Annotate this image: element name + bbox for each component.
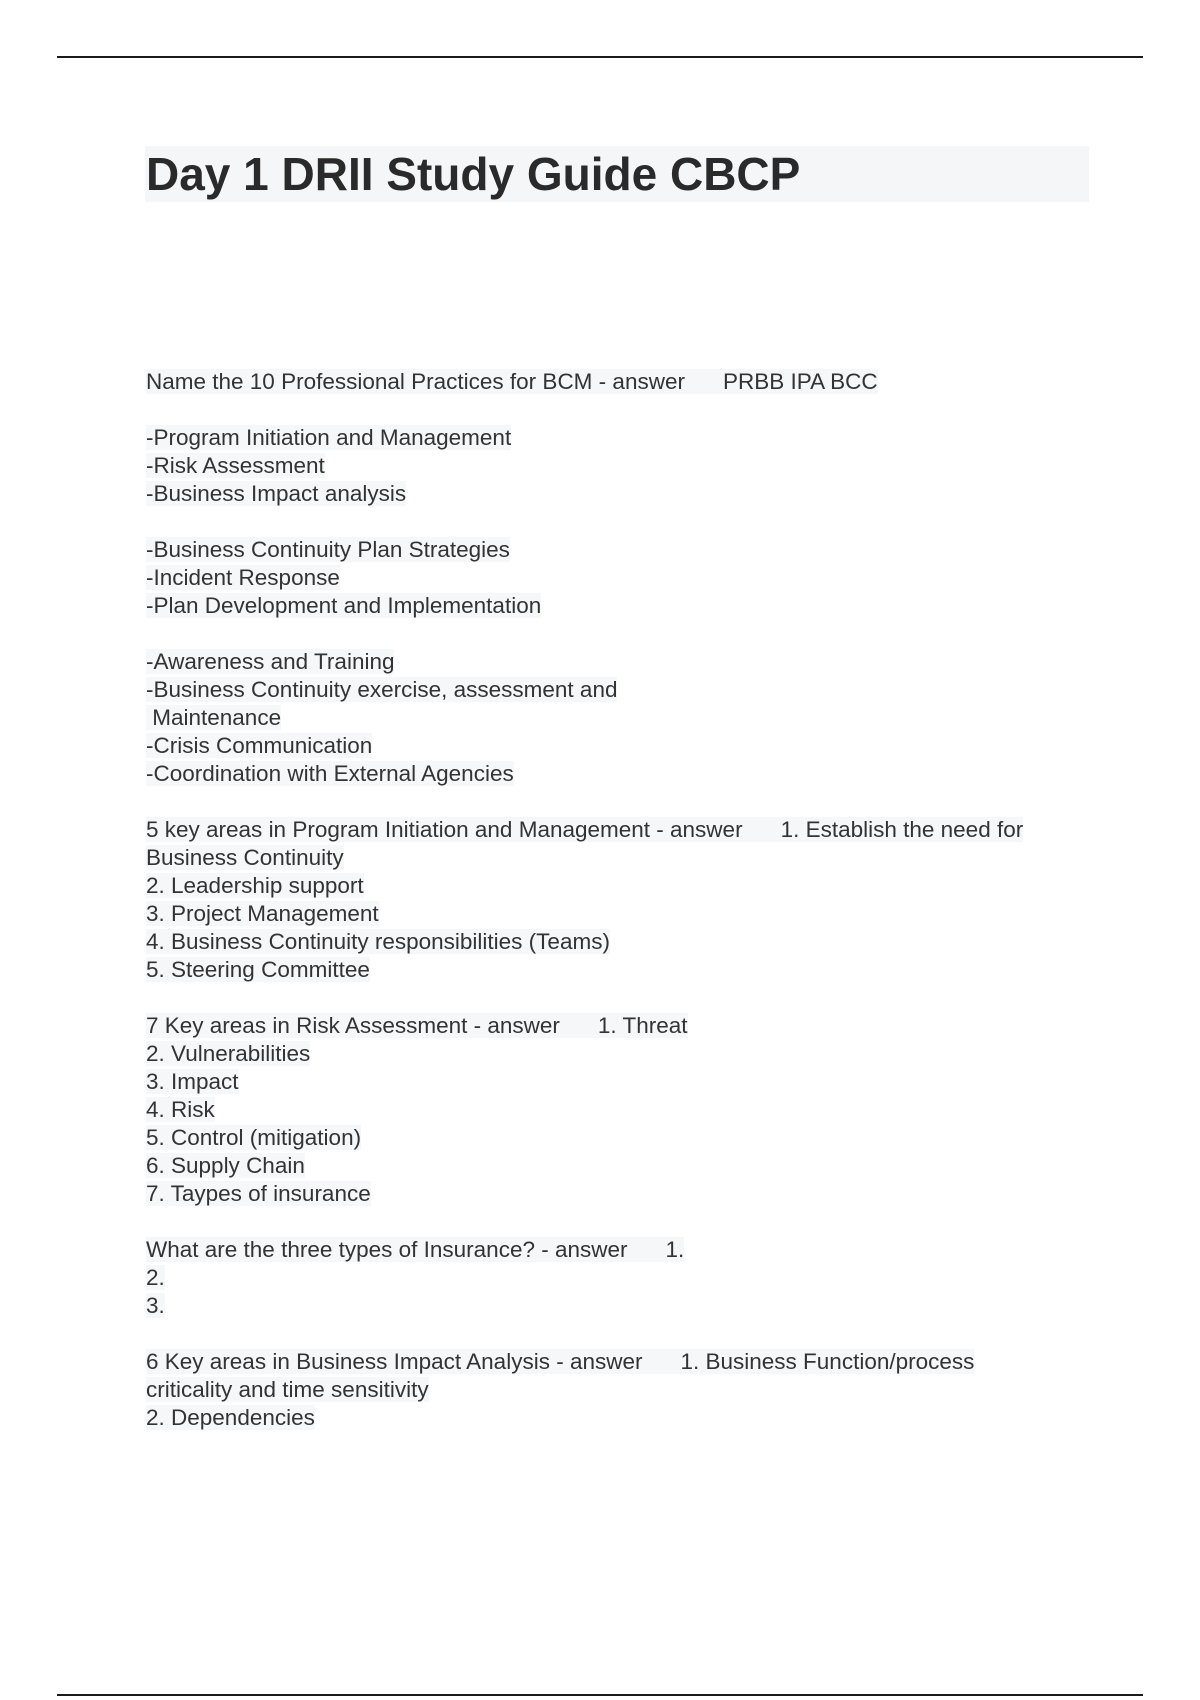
qa-answer-line xyxy=(146,620,1106,648)
qa-answer-text: -Coordination with External Agencies xyxy=(146,761,514,786)
qa-answer-text: 6. Supply Chain xyxy=(146,1153,305,1178)
qa-answer-line xyxy=(146,480,1106,508)
qa-question-line xyxy=(146,1012,1106,1040)
qa-answer-text: 5. Steering Committee xyxy=(146,957,370,982)
qa-answer-text: 4. Risk xyxy=(146,1097,215,1122)
qa-item xyxy=(146,816,1106,984)
qa-question-line xyxy=(146,368,1106,396)
qa-answer-line xyxy=(146,704,1106,732)
qa-answer-line xyxy=(146,844,1106,872)
qa-answer-text: Business Continuity xyxy=(146,845,344,870)
qa-item xyxy=(146,368,1106,788)
qa-answer-first: 1. xyxy=(665,1237,685,1262)
qa-question: 6 Key areas in Business Impact Analysis - answer xyxy=(146,1349,643,1374)
qa-question-line xyxy=(146,1236,1106,1264)
qa-list xyxy=(146,368,1106,1460)
qa-answer-line xyxy=(146,1124,1106,1152)
qa-answer-text: 2. Leadership support xyxy=(146,873,364,898)
top-rule xyxy=(57,56,1143,58)
qa-answer-line xyxy=(146,760,1106,788)
qa-answer-text: 2. Dependencies xyxy=(146,1405,315,1430)
bottom-rule xyxy=(57,1694,1143,1696)
qa-highlight xyxy=(146,1237,684,1262)
qa-answer-text: 5. Control (mitigation) xyxy=(146,1125,362,1150)
qa-answer-line xyxy=(146,732,1106,760)
qa-answer-text: criticality and time sensitivity xyxy=(146,1377,429,1402)
qa-answer-line xyxy=(146,424,1106,452)
qa-question: 5 key areas in Program Initiation and Management - answer xyxy=(146,817,743,842)
qa-answer-line xyxy=(146,1096,1106,1124)
qa-highlight xyxy=(146,369,878,394)
qa-answer-line xyxy=(146,536,1106,564)
qa-answer-line xyxy=(146,956,1106,984)
qa-highlight xyxy=(146,817,1023,842)
qa-answer-line xyxy=(146,872,1106,900)
qa-answer-line xyxy=(146,676,1106,704)
qa-answer-line xyxy=(146,592,1106,620)
qa-answer-line xyxy=(146,928,1106,956)
qa-answer-first: 1. Threat xyxy=(597,1013,688,1038)
qa-answer-line xyxy=(146,564,1106,592)
qa-answer-text: -Business Impact analysis xyxy=(146,481,407,506)
qa-item xyxy=(146,1236,1106,1320)
qa-answer-line xyxy=(146,1152,1106,1180)
qa-answer-line xyxy=(146,900,1106,928)
qa-question: 7 Key areas in Risk Assessment - answer xyxy=(146,1013,560,1038)
qa-answer-line xyxy=(146,648,1106,676)
qa-answer-text: -Awareness and Training xyxy=(146,649,395,674)
qa-answer-text: -Incident Response xyxy=(146,565,340,590)
qa-highlight xyxy=(146,1349,974,1374)
qa-answer-line xyxy=(146,1068,1106,1096)
qa-question-line xyxy=(146,816,1106,844)
qa-answer-first: 1. Establish the need for xyxy=(780,817,1024,842)
page-title: Day 1 DRII Study Guide CBCP xyxy=(146,148,801,200)
qa-answer-text: -Crisis Communication xyxy=(146,733,373,758)
qa-answer-text: 3. Project Management xyxy=(146,901,379,926)
qa-question-line xyxy=(146,1348,1106,1376)
qa-answer-first: PRBB IPA BCC xyxy=(722,369,878,394)
qa-answer-line xyxy=(146,452,1106,480)
qa-answer-text: Maintenance xyxy=(146,705,282,730)
qa-answer-line xyxy=(146,1264,1106,1292)
qa-answer-line xyxy=(146,1376,1106,1404)
qa-highlight xyxy=(146,1013,688,1038)
qa-question: Name the 10 Professional Practices for BCM - answer xyxy=(146,369,685,394)
qa-answer-line xyxy=(146,1040,1106,1068)
qa-answer-text: 3. Impact xyxy=(146,1069,239,1094)
qa-answer-line xyxy=(146,1404,1106,1432)
qa-answer-text: 4. Business Continuity responsibilities (Teams) xyxy=(146,929,610,954)
qa-answer-text: -Plan Development and Implementation xyxy=(146,593,542,618)
qa-answer-line xyxy=(146,396,1106,424)
qa-answer-line xyxy=(146,508,1106,536)
qa-answer-text: 3. xyxy=(146,1293,165,1318)
qa-answer-line xyxy=(146,1180,1106,1208)
qa-answer-text: 2. xyxy=(146,1265,165,1290)
qa-answer-line xyxy=(146,1292,1106,1320)
qa-answer-first: 1. Business Function/process xyxy=(680,1349,975,1374)
qa-answer-text: 7. Taypes of insurance xyxy=(146,1181,371,1206)
qa-item xyxy=(146,1348,1106,1432)
qa-question: What are the three types of Insurance? - answer xyxy=(146,1237,628,1262)
qa-item xyxy=(146,1012,1106,1208)
qa-answer-text: -Business Continuity exercise, assessment and xyxy=(146,677,618,702)
qa-answer-text: -Business Continuity Plan Strategies xyxy=(146,537,510,562)
qa-answer-text: -Program Initiation and Management xyxy=(146,425,512,450)
qa-answer-text: 2. Vulnerabilities xyxy=(146,1041,311,1066)
qa-answer-text: -Risk Assessment xyxy=(146,453,325,478)
